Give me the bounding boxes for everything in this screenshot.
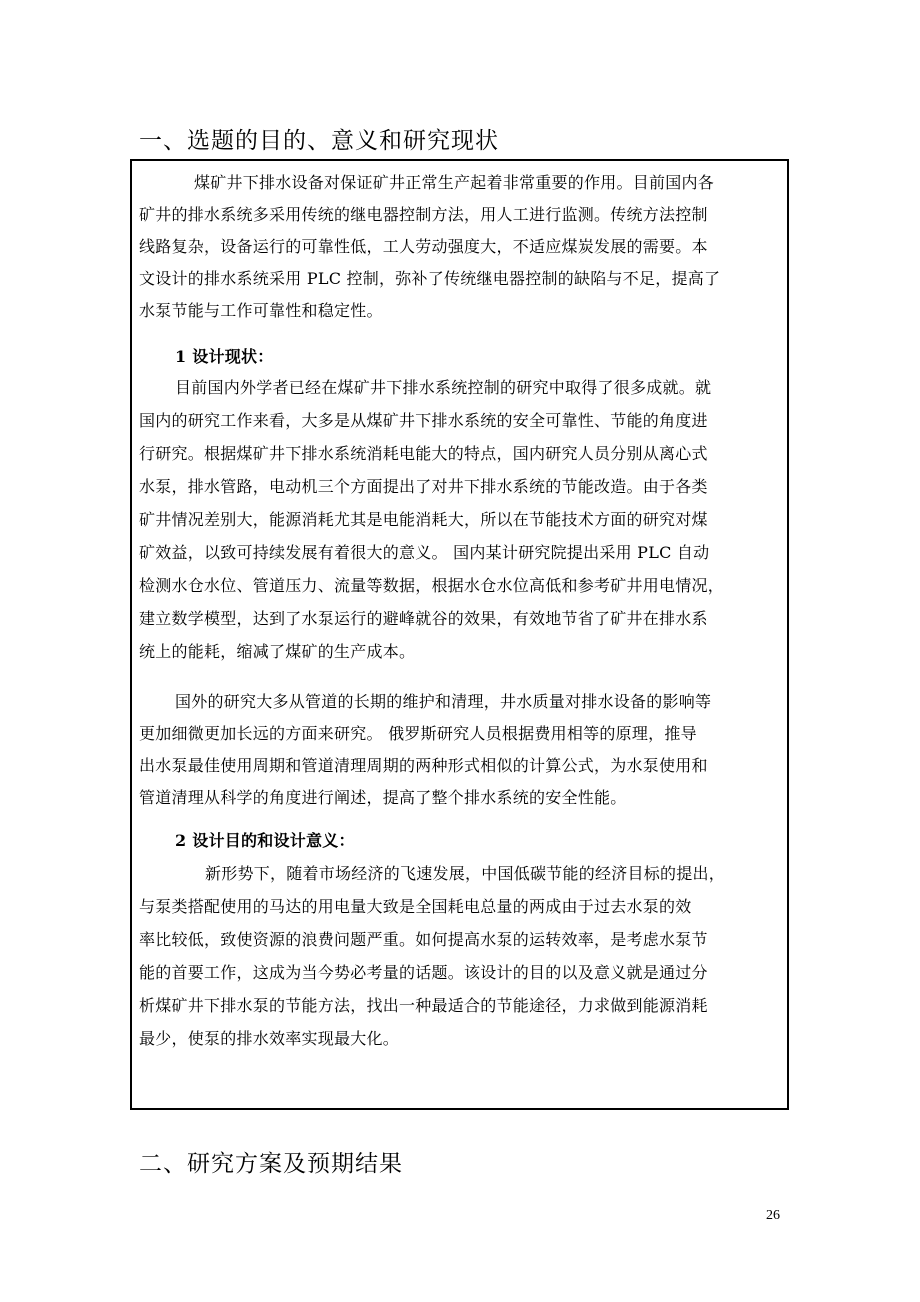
paragraph-line: 国外的研究大多从管道的长期的维护和清理，井水质量对排水设备的影响等 (175, 692, 712, 711)
paragraph-line: 水泵节能与工作可靠性和稳定性。 (139, 301, 383, 320)
paragraph-line: 矿井的排水系统多采用传统的继电器控制方法，用人工进行监测。传统方法控制 (139, 205, 708, 224)
paragraph-line: 矿井情况差别大，能源消耗尤其是电能消耗大，所以在节能技术方面的研究对煤 (139, 510, 708, 529)
page-number: 26 (766, 1208, 780, 1223)
paragraph-line: 国内的研究工作来看，大多是从煤矿井下排水系统的安全可靠性、节能的角度进 (139, 411, 708, 430)
subheading-design-status: 1 设计现状： (175, 347, 274, 366)
section-heading-1: 一、选题的目的、意义和研究现状 (139, 128, 499, 154)
subheading-design-purpose: 2 设计目的和设计意义： (175, 831, 355, 850)
paragraph-line: 检测水仓水位、管道压力、流量等数据，根据水仓水位高低和参考矿井用电情况， (139, 576, 725, 595)
paragraph-line: 建立数学模型，达到了水泵运行的避峰就谷的效果，有效地节省了矿井在排水系 (139, 609, 708, 628)
paragraph-line: 管道清理从科学的角度进行阐述，提高了整个排水系统的安全性能。 (139, 788, 627, 807)
paragraph-line: 统上的能耗，缩减了煤矿的生产成本。 (139, 642, 416, 661)
paragraph-line: 新形势下，随着市场经济的飞速发展，中国低碳节能的经济目标的提出， (205, 864, 726, 883)
paragraph-line: 煤矿井下排水设备对保证矿井正常生产起着非常重要的作用。目前国内各 (194, 173, 715, 192)
paragraph-line: 更加细微更加长远的方面来研究。 俄罗斯研究人员根据费用相等的原理，推导 (139, 724, 697, 743)
paragraph-line: 出水泵最佳使用周期和管道清理周期的两种形式相似的计算公式，为水泵使用和 (139, 756, 708, 775)
paragraph-line: 水泵，排水管路，电动机三个方面提出了对井下排水系统的节能改造。由于各类 (139, 477, 708, 496)
paragraph-line: 线路复杂，设备运行的可靠性低，工人劳动强度大，不适应煤炭发展的需要。本 (139, 237, 708, 256)
paragraph-line: 析煤矿井下排水泵的节能方法，找出一种最适合的节能途径，力求做到能源消耗 (139, 996, 708, 1015)
paragraph-line: 文设计的排水系统采用 PLC 控制，弥补了传统继电器控制的缺陷与不足，提高了 (139, 269, 721, 288)
paragraph-line: 能的首要工作，这成为当今势必考量的话题。该设计的目的以及意义就是通过分 (139, 963, 708, 982)
paragraph-line: 最少，使泵的排水效率实现最大化。 (139, 1029, 400, 1048)
paragraph-line: 行研究。根据煤矿井下排水系统消耗电能大的特点，国内研究人员分别从离心式 (139, 444, 708, 463)
section-heading-2: 二、研究方案及预期结果 (139, 1151, 403, 1177)
paragraph-line: 与泵类搭配使用的马达的用电量大致是全国耗电总量的两成由于过去水泵的效 (139, 897, 692, 916)
paragraph-line: 目前国内外学者已经在煤矿井下排水系统控制的研究中取得了很多成就。就 (175, 378, 712, 397)
paragraph-line: 率比较低，致使资源的浪费问题严重。如何提高水泵的运转效率，是考虑水泵节 (139, 930, 708, 949)
paragraph-line: 矿效益，以致可持续发展有着很大的意义。 国内某计研究院提出采用 PLC 自动 (139, 543, 710, 562)
